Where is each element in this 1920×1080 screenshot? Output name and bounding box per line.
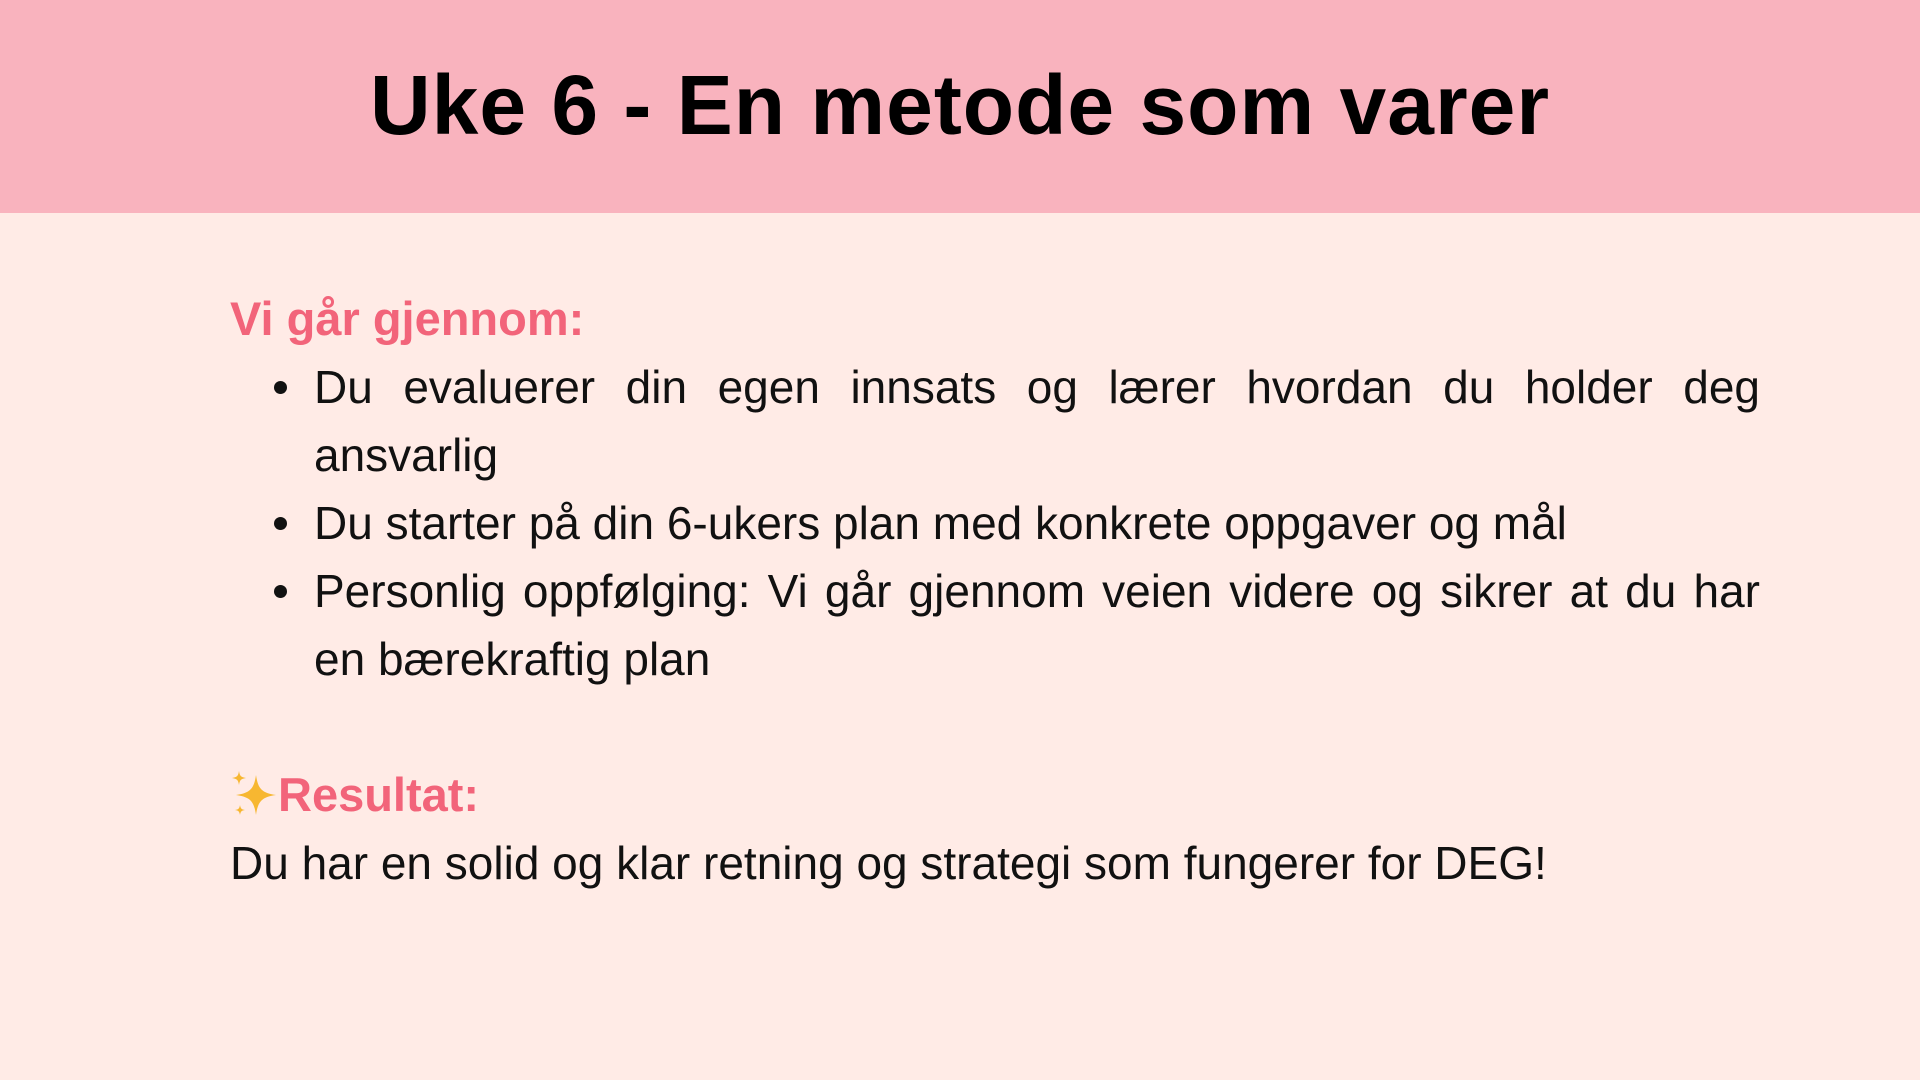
bullet-list bbox=[230, 353, 1760, 693]
bullet-icon bbox=[274, 381, 287, 394]
list-item bbox=[314, 353, 1760, 489]
result-heading bbox=[230, 761, 1760, 829]
bullet-icon bbox=[274, 517, 287, 530]
list-item-text: Personlig oppfølging: Vi går gjennom veien videre og sikrer at du har en bærekraftig plan bbox=[314, 565, 1760, 685]
list-item bbox=[314, 557, 1760, 693]
header-banner bbox=[0, 0, 1920, 213]
page-title: Uke 6 - En metode som varer bbox=[369, 57, 1551, 152]
bullet-icon bbox=[274, 585, 287, 598]
list-item-text: Du starter på din 6-ukers plan med konkrete oppgaver og mål bbox=[314, 497, 1567, 549]
result-text: Du har en solid og klar retning og strategi som fungerer for DEG! bbox=[230, 837, 1547, 889]
list-item bbox=[314, 489, 1760, 557]
list-item-text: Du evaluerer din egen innsats og lærer hvordan du holder deg ansvarlig bbox=[314, 361, 1760, 481]
sparkles-icon bbox=[230, 769, 278, 819]
main-content bbox=[230, 285, 1760, 897]
section-heading: Vi går gjennom: bbox=[230, 292, 585, 345]
result-heading-label: Resultat: bbox=[278, 768, 480, 821]
result-block bbox=[230, 761, 1760, 897]
